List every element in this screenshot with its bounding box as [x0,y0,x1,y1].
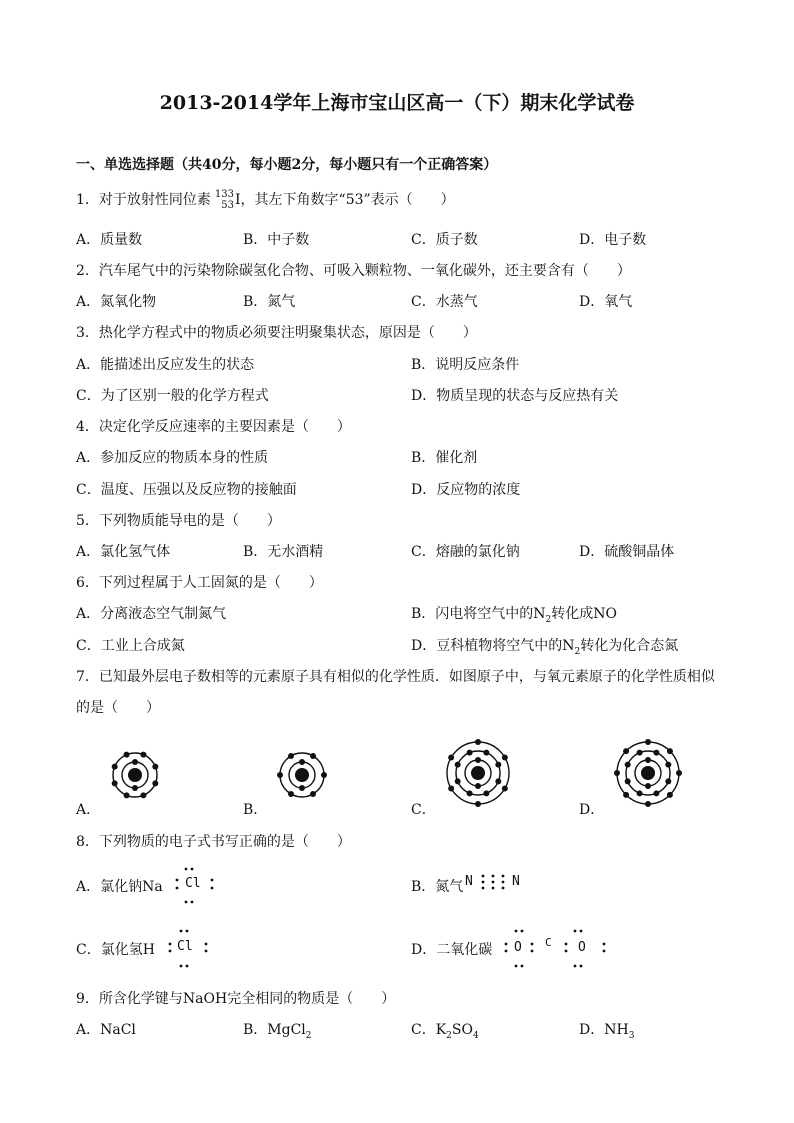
q9-option-d-text: D．NH [579,1022,629,1038]
electron [310,791,316,797]
atom-diagram-b [267,740,337,810]
q8-b-electron-dots [477,872,511,894]
electron [132,785,138,791]
q9-option-b [243,1019,312,1041]
electron [140,752,146,758]
q9-option-c-text: C．K [411,1022,447,1038]
q8-option-b [411,876,463,896]
q2-option-c: C．水蒸气 [411,294,478,310]
q8-option-a [76,876,163,896]
electron [483,790,489,796]
q4-option-a: A．参加反应的物质本身的性质 [76,450,269,466]
q3-option-d: D．物质呈现的状态与反应热有关 [411,388,619,404]
q6-option-a: A．分离液态空气制氮气 [76,606,227,622]
electron [645,783,651,789]
electron [623,748,629,754]
electron [495,762,501,768]
electron [495,778,501,784]
question-2-stem: 2．汽车尾气中的污染物除碳氢化合物、可吸入颗粒物、一氧化碳外，还主要含有（ ） [76,263,631,279]
q8-a-electron-dots [172,866,222,906]
electron [502,786,508,792]
electron [321,772,327,778]
q6-option-c: C．工业上合成氮 [76,638,185,654]
q6-option-d-text: D．豆科植物将空气中的N [411,638,575,654]
q8-a-chlorine-symbol: Cl [185,876,201,891]
question-6-stem: 6．下列过程属于人工固氮的是（ ） [76,575,323,591]
electron [124,752,130,758]
electron [625,762,631,768]
q8-c-chlorine-symbol: Cl [177,939,193,954]
q6-option-b [411,603,617,625]
electron [152,764,158,770]
q5-option-a: A．氯化氢气体 [76,544,171,560]
q4-option-c: C．温度、压强以及反应物的接触面 [76,482,297,498]
q1-text-after: ，其左下角数字“53”表示（ ） [240,192,455,208]
electron [645,801,651,807]
q8-d-oxygen-right: O [578,940,586,955]
electron [665,762,671,768]
electron [475,801,481,807]
electron [502,755,508,761]
subscript: 2 [545,614,552,625]
q6-option-d-tail: 转化为化合态氮 [580,638,679,654]
q5-option-d: D．硫酸铜晶体 [579,544,675,560]
q8-option-d-label: D．二氧化碳 [411,942,493,958]
atom-diagram-a [100,740,170,810]
nucleus [641,766,655,780]
q8-d-electron-dots [500,928,610,970]
q7-option-c: C． [411,802,436,818]
electron [625,778,631,784]
atom-diagram-c [433,728,523,818]
atom-diagram-d [603,728,693,818]
q8-b-nitrogen-left: N [465,874,473,889]
q9-option-c [411,1019,479,1041]
isotope-number: 53 [221,200,235,211]
q6-option-d [411,635,678,657]
q8-c-electron-dots [164,928,214,970]
question-4-stem: 4．决定化学反应速率的主要因素是（ ） [76,419,351,435]
electron [665,778,671,784]
q8-option-a-label: A．氯化钠Na [76,879,163,895]
electron [667,792,673,798]
question-8-stem: 8．下列物质的电子式书写正确的是（ ） [76,834,351,850]
q3-option-c: C．为了区别一般的化学方程式 [76,388,269,404]
section-heading: 一、单选选择题（共40分，每小题2分，每小题只有一个正确答案） [76,157,498,173]
electron [667,748,673,754]
q9-option-c-mid: SO [451,1022,473,1038]
page-title: 2013-2014学年上海市宝山区高一（下）期末化学试卷 [159,92,635,114]
question-5-stem: 5．下列物质能导电的是（ ） [76,513,281,529]
electron [483,750,489,756]
q5-option-b: B．无水酒精 [243,544,324,560]
q7-option-a: A． [76,802,101,818]
electron [124,792,130,798]
question-9-stem: 9．所含化学键与NaOH完全相同的物质是（ ） [76,991,396,1007]
nucleus [295,768,309,782]
q5-option-c: C．熔融的氯化钠 [411,544,520,560]
q9-option-a: A．NaCl [76,1022,136,1038]
q8-option-d [411,939,492,959]
electron [277,772,283,778]
q9-option-b-text: B．MgCl [243,1022,306,1038]
q1-option-c: C．质子数 [411,232,478,248]
electron [310,753,316,759]
q1-text-before: 1．对于放射性同位素 [76,192,211,208]
q8-option-c [76,939,155,959]
q8-option-b-label: B．氮气 [411,879,464,895]
electron [299,785,305,791]
isotope-symbol: I [235,192,241,208]
electron [475,739,481,745]
q6-option-b-text: B．闪电将空气中的N [411,606,546,622]
q2-option-a: A．氮氧化物 [76,294,157,310]
electron [140,792,146,798]
electron [132,759,138,765]
electron [645,739,651,745]
electron [299,759,305,765]
electron [448,755,454,761]
nucleus [128,768,142,782]
question-3-stem: 3．热化学方程式中的物质必须要注明聚集状态，原因是（ ） [76,325,477,341]
electron [112,780,118,786]
electron [467,750,473,756]
electron [448,786,454,792]
q3-option-a: A．能描述出反应发生的状态 [76,357,255,373]
question-7-stem-line2: 的是（ ） [76,700,160,716]
electron [637,750,643,756]
electron [475,757,481,763]
q8-d-carbon: C [545,936,552,949]
electron [288,753,294,759]
isotope-notation [215,189,234,211]
q6-option-b-tail: 转化成NO [551,606,618,622]
question-1-stem [76,189,455,211]
electron [288,791,294,797]
electron [112,764,118,770]
subscript: 2 [446,1030,452,1041]
isotope-mass: 133 [214,189,235,200]
electron [653,790,659,796]
q7-option-b: B． [243,802,268,818]
electron [623,792,629,798]
q1-option-b: B．中子数 [243,232,310,248]
subscript: 4 [472,1030,479,1041]
q1-option-a: A．质量数 [76,232,143,248]
q7-option-d: D． [579,802,605,818]
q9-option-d [579,1019,634,1041]
electron [637,790,643,796]
question-7-stem-line1: 7．已知最外层电子数相等的元素原子具有相似的化学性质．如图原子中，与氧元素原子的化学性质相似 [76,669,715,685]
electron [676,770,682,776]
electron [455,762,461,768]
subscript: 3 [628,1030,635,1041]
nucleus [471,766,485,780]
electron [455,778,461,784]
electron [152,780,158,786]
q8-d-oxygen-left: O [514,940,522,955]
q8-b-nitrogen-right: N [512,874,520,889]
q8-option-c-label: C．氯化氢H [76,942,155,958]
q1-option-d: D．电子数 [579,232,647,248]
subscript: 2 [574,646,581,657]
electron [467,790,473,796]
subscript: 2 [305,1030,312,1041]
q4-option-d: D．反应物的浓度 [411,482,521,498]
electron [614,770,620,776]
q3-option-b: B．说明反应条件 [411,357,520,373]
electron [475,783,481,789]
q2-option-b: B．氮气 [243,294,296,310]
q4-option-b: B．催化剂 [411,450,478,466]
electron [653,750,659,756]
electron [645,757,651,763]
q2-option-d: D．氧气 [579,294,633,310]
